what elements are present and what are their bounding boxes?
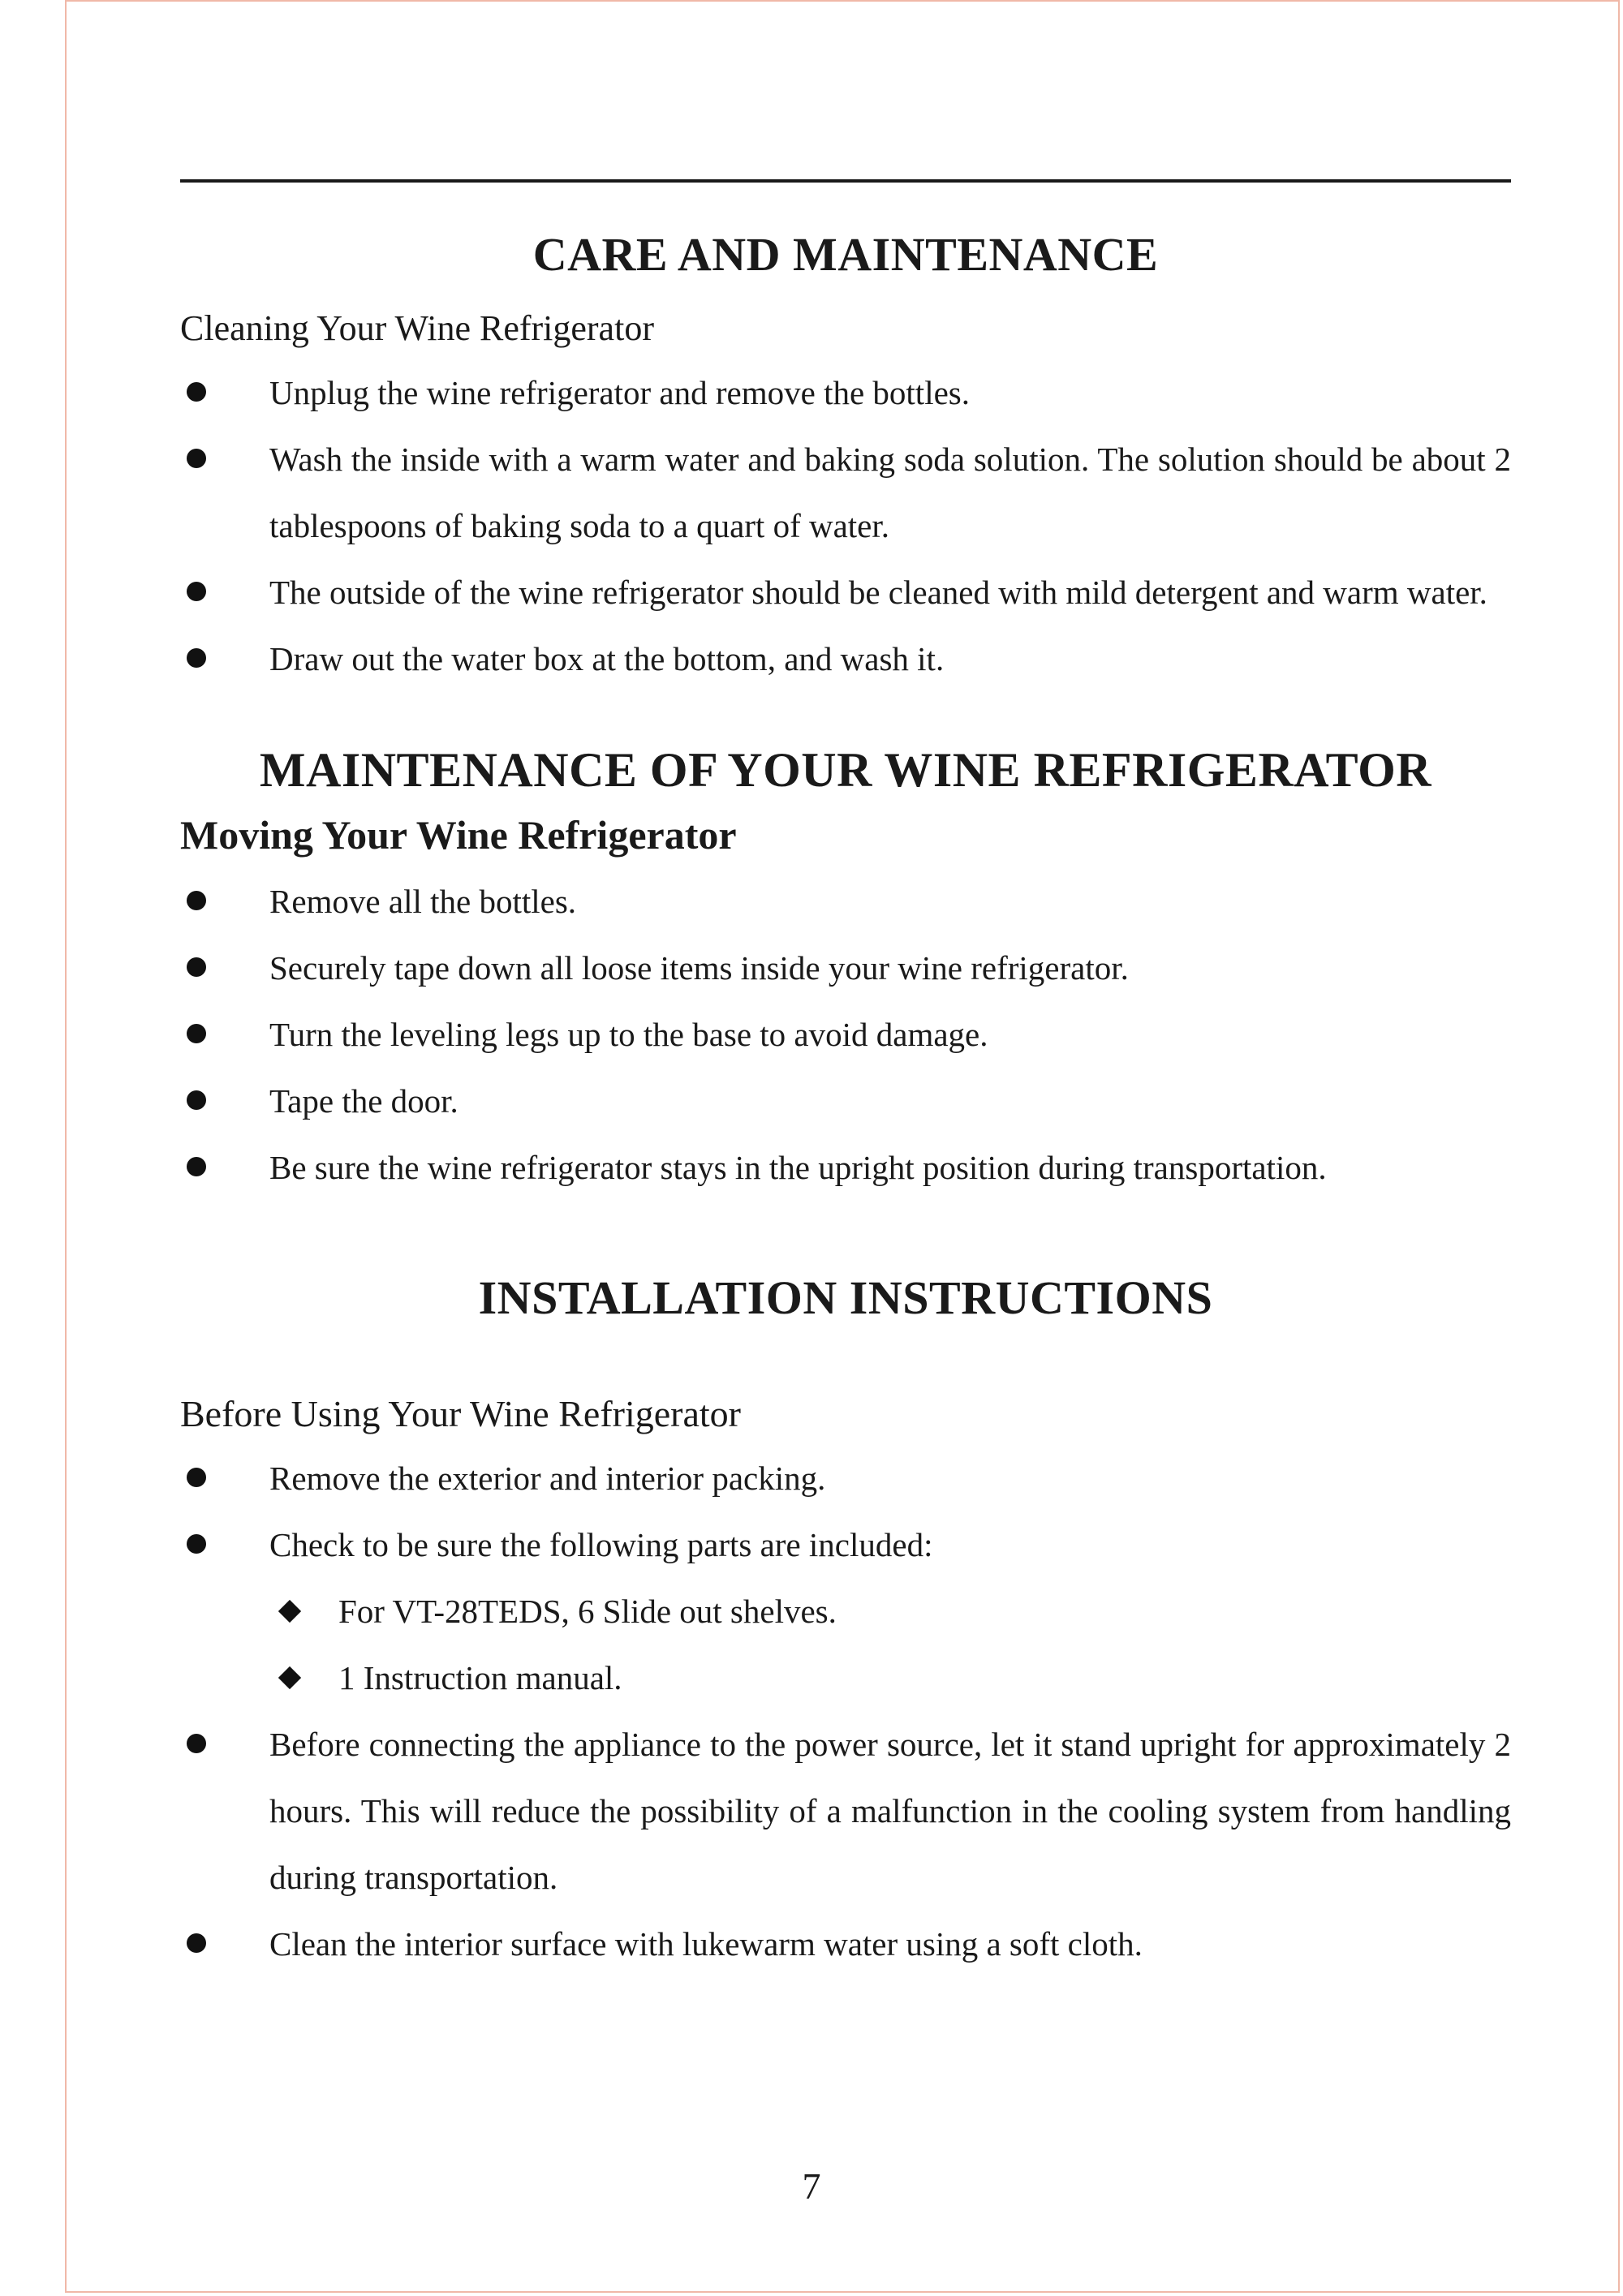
installation-section <box>180 1271 1511 1977</box>
list-item: Unplug the wine refrigerator and remove the bottles. <box>180 359 1511 426</box>
bullet-icon <box>187 382 206 402</box>
bullet-icon <box>187 1734 206 1753</box>
list-item: Be sure the wine refrigerator stays in the upright position during transportation. <box>180 1134 1511 1201</box>
installation-list <box>180 1445 1511 1578</box>
list-item: Before connecting the appliance to the power source, let it stand upright for approximately 2 hours. This will reduce the possibility of a malfunction in the cooling system from handling during transportation. <box>180 1711 1511 1911</box>
bullet-icon <box>187 582 206 601</box>
list-item: Check to be sure the following parts are included: <box>180 1511 1511 1578</box>
diamond-bullet-icon <box>278 1600 301 1623</box>
bullet-icon <box>187 891 206 910</box>
installation-subtitle: Before Using Your Wine Refrigerator <box>180 1393 741 1434</box>
list-item: Remove the exterior and interior packing. <box>180 1445 1511 1511</box>
bullet-icon <box>187 449 206 468</box>
list-item: Draw out the water box at the bottom, and wash it. <box>180 626 1511 692</box>
document-body <box>180 203 1511 1977</box>
bullet-icon <box>187 1024 206 1043</box>
bullet-icon <box>187 1468 206 1487</box>
maintenance-list <box>180 868 1511 1201</box>
list-item: Clean the interior surface with lukewarm water using a soft cloth. <box>180 1911 1511 1977</box>
bullet-icon <box>187 648 206 668</box>
list-item: 1 Instruction manual. <box>180 1645 1511 1711</box>
list-item: For VT-28TEDS, 6 Slide out shelves. <box>180 1578 1511 1645</box>
maintenance-section <box>180 742 1511 1201</box>
care-title: CARE AND MAINTENANCE <box>532 228 1159 281</box>
bullet-icon <box>187 1157 206 1176</box>
maintenance-title: MAINTENANCE OF YOUR WINE REFRIGERATOR <box>259 743 1432 797</box>
list-item: Remove all the bottles. <box>180 868 1511 935</box>
parts-list <box>180 1578 1511 1711</box>
list-item: Tape the door. <box>180 1068 1511 1134</box>
bullet-icon <box>187 1933 206 1953</box>
list-item: The outside of the wine refrigerator should be cleaned with mild detergent and warm water. <box>180 559 1511 626</box>
list-item: Securely tape down all loose items inside your wine refrigerator. <box>180 935 1511 1001</box>
list-item: Wash the inside with a warm water and baking soda solution. The solution should be about 2 tablespoons of baking soda to a quart of water. <box>180 426 1511 559</box>
care-section <box>180 227 1511 692</box>
list-item: Turn the leveling legs up to the base to avoid damage. <box>180 1001 1511 1068</box>
maintenance-subtitle: Moving Your Wine Refrigerator <box>180 812 737 858</box>
installation-title: INSTALLATION INSTRUCTIONS <box>478 1271 1213 1324</box>
bullet-icon <box>187 1090 206 1110</box>
care-list <box>180 359 1511 692</box>
header-rule <box>180 179 1511 183</box>
installation-list-continued <box>180 1711 1511 1977</box>
diamond-bullet-icon <box>278 1666 301 1689</box>
bullet-icon <box>187 957 206 977</box>
bullet-icon <box>187 1534 206 1554</box>
care-subtitle: Cleaning Your Wine Refrigerator <box>180 308 654 348</box>
page-number: 7 <box>802 2165 821 2207</box>
